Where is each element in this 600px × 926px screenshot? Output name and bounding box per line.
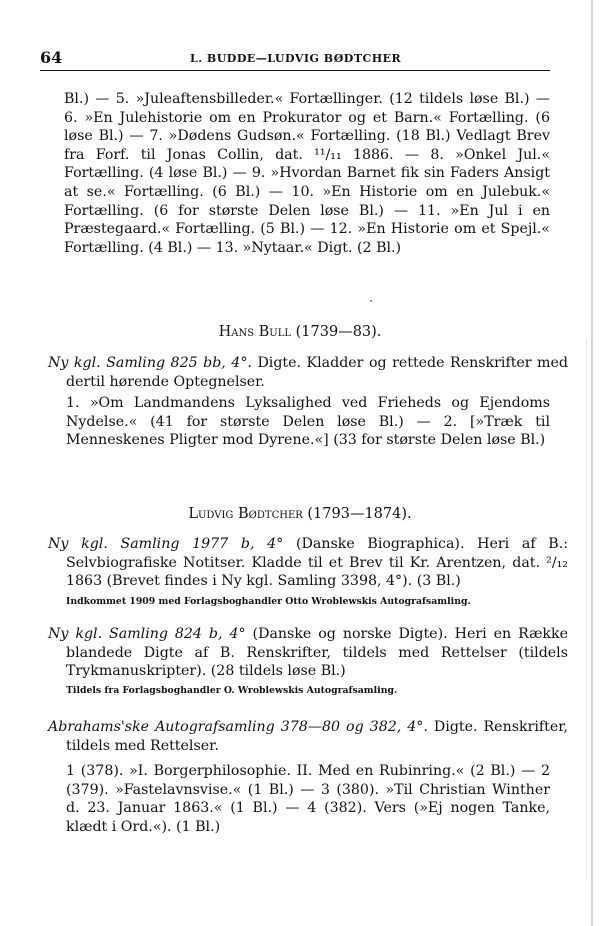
provenance-note: Indkommet 1909 med Forlagsboghandler Otto Wroblewskis Autografsamling. [66,596,471,607]
entry-description: Digte. Renskrifter, tildels med Rettelser. [66,719,568,754]
catalog-entry [48,718,568,755]
shelfmark: Ny kgl. Samling 824 b, 4° [48,626,246,642]
print-speck [370,300,372,302]
entry-items: 1 (378). »I. Borgerphilosophie. II. Med en Rubinring.« (2 Bl.) — 2 (379). »Fastelavnsvise.« (1 Bl.) — 3 (380). »Til Christian Winther d. 23. Januar 1863.« (1 Bl.) — 4 (382). Vers (»Ej nogen Tanke, klædt i Ord.«). (1 Bl.) [66,763,550,835]
scan-edge-shadow [591,0,593,926]
author-dates: (1793—1874). [307,506,412,522]
author-name: Ludvig Bødtcher [188,506,303,522]
page-number: 64 [40,48,63,67]
entry-description: (Danske og norske Digte). Heri en Række blandede Digte af B. Renskrifter, tildels med Rettelser (tildels Trykmanuskripter). (28 tildels løse Bl.) [66,626,569,680]
shelfmark: Ny kgl. Samling 1977 b, 4° [48,536,284,552]
section-heading-ludvig-bodtcher [0,506,600,522]
entry-description: (Danske Biographica). Heri af B.: Selvbiografiske Notitser. Kladde til et Brev til Kr. Arentzen, dat. ²/₁₂ 1863 (Brevet findes i Ny kgl. Samling 3398, 4°). (3 Bl.) [66,536,568,590]
running-head: L. BUDDE—LUDVIG BØDTCHER [190,52,402,65]
continuation-paragraph: Bl.) — 5. »Juleaftensbilleder.« Fortællinger. (12 tildels løse Bl.) — 6. »En Julehistorie om en Prokurator og et Barn.« Fortælling. (6 løse Bl.) — 7. »Dødens Gudsøn.« Fortælling. (18 Bl.) Vedlagt Brev fra Forf. til Jonas Collin, dat. ¹¹/₁₁ 1886. — 8. »Onkel Jul.« Fortælling. (4 løse Bl.) — 9. »Hvordan Barnet fik sin Faders Ansigt at se.« Fortælling. (6 Bl.) — 10. »En Historie om en Julebuk.« Fortælling. (6 for største Delen løse Bl.) — 11. »En Jul i en Præstegaard.« Fortælling. (5 Bl.) — 12. »En Historie om et Spejl.« Fortælling. (4 Bl.) — 13. »Nytaar.« Digt. (2 Bl.) [64,91,550,256]
section-heading-hans-bull [0,324,600,340]
author-dates: (1739—83). [295,324,382,340]
page-header [40,48,550,70]
provenance-note: Tildels fra Forlagsboghandler O. Wroblewskis Autografsamling. [66,685,398,696]
entry-items: 1. »Om Landmandens Lyksalighed ved Frieheds og Ejendoms Nydelse.« (41 for største Delen løse Bl.) — 2. [»Træk til Menneskenes Pligter mod Dyrene.«] (33 for største Delen løse Bl.) [66,395,550,449]
catalog-entry [48,535,568,591]
entry-description: Digte. Kladder og rettede Renskrifter med dertil hørende Optegnelser. [66,355,568,390]
scan-edge-shadow [586,340,587,880]
catalog-entry [48,625,568,681]
shelfmark: Ny kgl. Samling 825 bb, 4°. [48,355,252,371]
header-rule [40,70,550,71]
catalog-entry [48,354,568,391]
shelfmark: Abrahams'ske Autografsamling 378—80 og 382, 4°. [48,719,428,735]
author-name: Hans Bull [218,324,292,340]
